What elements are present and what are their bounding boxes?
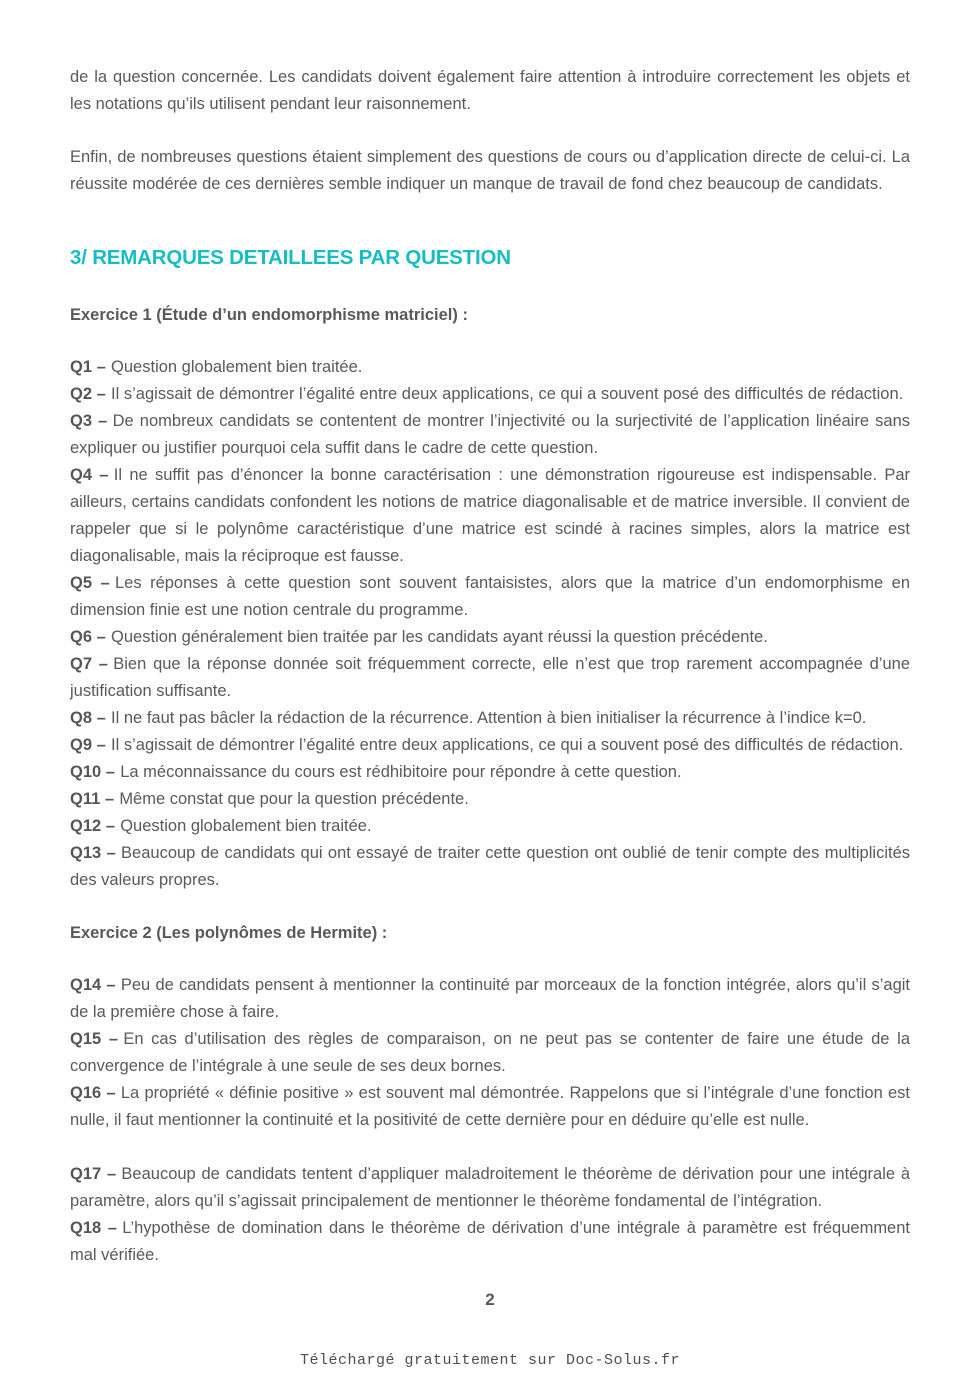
question-item-q12 bbox=[70, 813, 910, 840]
section-heading: 3/ REMARQUES DETAILLEES PAR QUESTION bbox=[70, 246, 511, 269]
question-text: L’hypothèse de domination dans le théorème de dérivation d’une intégrale à paramètre est fréquemment mal vérifiée. bbox=[70, 1219, 910, 1264]
question-label: Q16 – bbox=[70, 1084, 116, 1102]
question-item-q17 bbox=[70, 1161, 910, 1215]
question-label: Q1 – bbox=[70, 358, 106, 376]
question-label: Q10 – bbox=[70, 763, 115, 781]
question-label: Q15 – bbox=[70, 1030, 119, 1048]
question-label: Q3 – bbox=[70, 412, 108, 430]
exercise2-title: Exercice 2 (Les polynômes de Hermite) : bbox=[70, 924, 388, 942]
question-label: Q11 – bbox=[70, 790, 115, 808]
question-item-q16 bbox=[70, 1080, 910, 1134]
page-number: 2 bbox=[485, 1290, 495, 1309]
question-label: Q8 – bbox=[70, 709, 106, 727]
intro-section bbox=[70, 64, 910, 198]
question-item-q8 bbox=[70, 705, 910, 732]
exercise1-title: Exercice 1 (Étude d’un endomorphisme matriciel) : bbox=[70, 306, 468, 324]
question-text: Les réponses à cette question sont souvent fantaisistes, alors que la matrice d’un endomorphisme en dimension finie est une notion centrale du programme. bbox=[70, 574, 910, 619]
question-text: Il ne faut pas bâcler la rédaction de la récurrence. Attention à bien initialiser la récurrence à l’indice k=0. bbox=[111, 709, 867, 727]
question-text: Question généralement bien traitée par les candidats ayant réussi la question précédente. bbox=[111, 628, 768, 646]
question-text: Il s’agissait de démontrer l’égalité entre deux applications, ce qui a souvent posé des difficultés de rédaction. bbox=[111, 736, 904, 754]
footer-watermark: Téléchargé gratuitement sur Doc-Solus.fr bbox=[299, 1352, 681, 1369]
question-label: Q14 – bbox=[70, 976, 116, 994]
question-item-q9 bbox=[70, 732, 910, 759]
question-item-q14 bbox=[70, 972, 910, 1026]
question-item-q6 bbox=[70, 624, 910, 651]
question-label: Q9 – bbox=[70, 736, 106, 754]
question-item-q4 bbox=[70, 462, 910, 570]
question-text: La propriété « définie positive » est souvent mal démontrée. Rappelons que si l’intégrale d’une fonction est nulle, il faut mentionner la continuité et la positivité de cette dernière pour en déduire qu’elle est nulle. bbox=[70, 1084, 911, 1129]
question-item-q13 bbox=[70, 840, 910, 894]
question-text: La méconnaissance du cours est rédhibitoire pour répondre à cette question. bbox=[120, 763, 682, 781]
question-item-q1 bbox=[70, 354, 910, 381]
question-text: Bien que la réponse donnée soit fréquemment correcte, elle n’est que trop rarement accompagnée d’une justification suffisante. bbox=[70, 655, 910, 700]
intro-paragraph: de la question concernée. Les candidats doivent également faire attention à introduire correctement les objets et les notations qu’ils utilisent pendant leur raisonnement. bbox=[70, 68, 910, 113]
question-label: Q6 – bbox=[70, 628, 106, 646]
question-item-q15 bbox=[70, 1026, 910, 1080]
question-label: Q12 – bbox=[70, 817, 115, 835]
question-item-q10 bbox=[70, 759, 910, 786]
question-label: Q7 – bbox=[70, 655, 108, 673]
question-label: Q17 – bbox=[70, 1165, 117, 1183]
question-label: Q5 – bbox=[70, 574, 110, 592]
question-text: Question globalement bien traitée. bbox=[120, 817, 372, 835]
question-text: Beaucoup de candidats qui ont essayé de traiter cette question ont oublié de tenir compte des multiplicités des valeurs propres. bbox=[70, 844, 910, 889]
question-item-q3 bbox=[70, 408, 910, 462]
question-text: Beaucoup de candidats tentent d’appliquer maladroitement le théorème de dérivation pour une intégrale à paramètre, alors qu’il s’agissait principalement de mentionner le théorème fondamental de l’intégration. bbox=[70, 1165, 910, 1210]
question-label: Q13 – bbox=[70, 844, 116, 862]
question-item-q5 bbox=[70, 570, 910, 624]
intro-paragraph: Enfin, de nombreuses questions étaient simplement des questions de cours ou d’application directe de celui-ci. La réussite modérée de ces dernières semble indiquer un manque de travail de fond chez beaucoup de candidats. bbox=[70, 148, 910, 193]
question-text: Même constat que pour la question précédente. bbox=[119, 790, 469, 808]
question-text: De nombreux candidats se contentent de montrer l’injectivité ou la surjectivité de l’application linéaire sans expliquer ou justifier pourquoi cela suffit dans le cadre de cette question. bbox=[70, 412, 910, 457]
question-label: Q2 – bbox=[70, 385, 106, 403]
question-text: Peu de candidats pensent à mentionner la continuité par morceaux de la fonction intégrée, alors qu’il s’agit de la première chose à faire. bbox=[70, 976, 911, 1021]
question-item-q2 bbox=[70, 381, 910, 408]
question-text: Il s’agissait de démontrer l’égalité entre deux applications, ce qui a souvent posé des difficultés de rédaction. bbox=[111, 385, 904, 403]
question-item-q11 bbox=[70, 786, 910, 813]
question-label: Q18 – bbox=[70, 1219, 117, 1237]
question-text: En cas d’utilisation des règles de comparaison, on ne peut pas se contenter de faire une étude de la convergence de l’intégrale à une seule de ses deux bornes. bbox=[70, 1030, 911, 1075]
question-text: Il ne suffit pas d’énoncer la bonne caractérisation : une démonstration rigoureuse est indispensable. Par ailleurs, certains candidats confondent les notions de matrice diagonalisable et de matrice inversible. Il convient de rappeler que si le polynôme caractéristique d’une matrice est scindé à racines simples, alors la matrice est diagonalisable, mais la réciproque est fausse. bbox=[70, 466, 910, 565]
question-text: Question globalement bien traitée. bbox=[111, 358, 363, 376]
question-item-q7 bbox=[70, 651, 910, 705]
question-label: Q4 – bbox=[70, 466, 109, 484]
question-item-q18 bbox=[70, 1215, 910, 1269]
